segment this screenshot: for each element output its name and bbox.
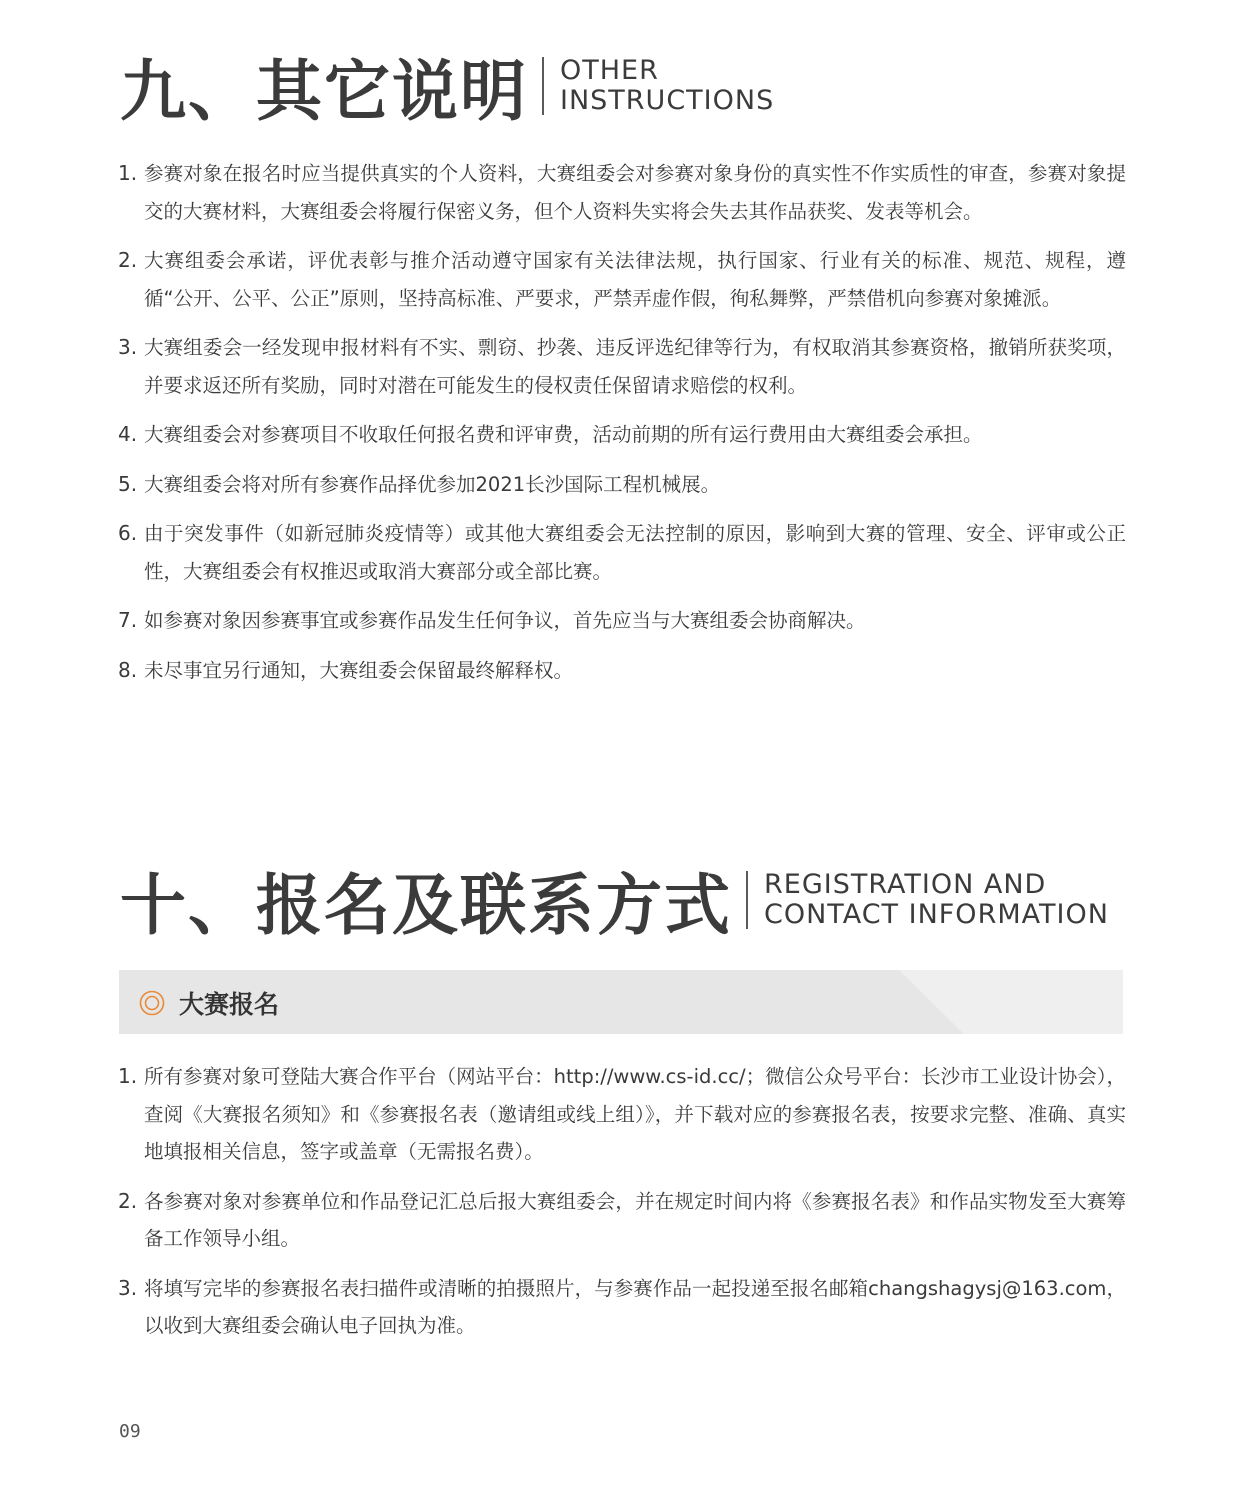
section-10-title: 十、报名及联系方式 bbox=[120, 867, 732, 944]
item-number: 8. bbox=[118, 657, 138, 682]
registration-list bbox=[118, 1058, 1126, 1357]
section-10-english-title bbox=[764, 870, 1109, 929]
item-text: 所有参赛对象可登陆大赛合作平台（网站平台：http://www.cs-id.cc/；微信公众号平台：长沙市工业设计协会），查阅《大赛报名须知》和《参赛报名表（邀请组或线上组）》，并下载对应的参赛报名表，按要求完整、准确、真实地填报相关信息，签字或盖章（无需报名费）。 bbox=[144, 1065, 1126, 1163]
item-number: 1. bbox=[118, 161, 138, 185]
item-text: 参赛对象在报名时应当提供真实的个人资料，大赛组委会对参赛对象身份的真实性不作实质性的审查，参赛对象提交的大赛材料，大赛组委会将履行保密义务，但个人资料失实将会失去其作品获奖、发表等机会。 bbox=[144, 162, 1126, 223]
list-item bbox=[118, 1183, 1126, 1258]
item-text: 大赛组委会一经发现申报材料有不实、剽窃、抄袭、违反评选纪律等行为，有权取消其参赛资格，撤销所获奖项，并要求返还所有奖励，同时对潜在可能发生的侵权责任保留请求赔偿的权利。 bbox=[144, 336, 1126, 397]
section-9-english-title bbox=[560, 56, 774, 115]
item-text: 大赛组委会将对所有参赛作品择优参加2021长沙国际工程机械展。 bbox=[144, 472, 721, 496]
list-item bbox=[118, 416, 1126, 454]
title-divider bbox=[746, 871, 748, 929]
list-item bbox=[118, 466, 1126, 504]
item-text: 由于突发事件（如新冠肺炎疫情等）或其他大赛组委会无法控制的原因，影响到大赛的管理、安全、评审或公正性，大赛组委会有权推迟或取消大赛部分或全部比赛。 bbox=[144, 522, 1126, 583]
item-text: 大赛组委会对参赛项目不收取任何报名费和评审费，活动前期的所有运行费用由大赛组委会承担。 bbox=[144, 423, 983, 446]
item-number: 2. bbox=[118, 248, 138, 272]
target-icon bbox=[139, 990, 165, 1016]
item-number: 6. bbox=[118, 521, 138, 545]
section-9-english-line-2: INSTRUCTIONS bbox=[560, 84, 775, 116]
list-item bbox=[118, 242, 1126, 317]
section-9-title: 九、其它说明 bbox=[120, 53, 528, 130]
item-text: 如参赛对象因参赛事宜或参赛作品发生任何争议，首先应当与大赛组委会协商解决。 bbox=[144, 609, 866, 632]
item-number: 2. bbox=[118, 1188, 138, 1213]
list-item bbox=[118, 602, 1126, 640]
other-instructions-list bbox=[118, 155, 1126, 701]
item-text: 将填写完毕的参赛报名表扫描件或清晰的拍摄照片，与参赛作品一起投递至报名邮箱changshagysj@163.com，以收到大赛组委会确认电子回执为准。 bbox=[144, 1276, 1126, 1337]
item-number: 5. bbox=[118, 471, 138, 496]
list-item bbox=[118, 1270, 1126, 1345]
list-item bbox=[118, 329, 1126, 404]
registration-banner bbox=[119, 970, 1123, 1034]
page-number: 09 bbox=[119, 1421, 141, 1442]
item-number: 1. bbox=[118, 1064, 138, 1088]
section-10-english-line-2: CONTACT INFORMATION bbox=[764, 898, 1109, 930]
list-item bbox=[118, 652, 1126, 690]
section-10-english-line-1: REGISTRATION AND bbox=[764, 868, 1047, 900]
item-number: 3. bbox=[118, 335, 138, 359]
banner-title: 大赛报名 bbox=[179, 990, 280, 1019]
section-10-header bbox=[120, 852, 1109, 947]
list-item bbox=[118, 155, 1126, 230]
list-item bbox=[118, 515, 1126, 590]
item-text: 未尽事宜另行通知，大赛组委会保留最终解释权。 bbox=[144, 658, 574, 682]
item-number: 4. bbox=[118, 422, 138, 446]
title-divider bbox=[542, 57, 544, 115]
list-item bbox=[118, 1058, 1126, 1171]
item-number: 3. bbox=[118, 1275, 138, 1300]
item-text: 大赛组委会承诺，评优表彰与推介活动遵守国家有关法律法规，执行国家、行业有关的标准、规范、规程，遵循“公开、公平、公正”原则，坚持高标准、严要求，严禁弄虚作假，徇私舞弊，严禁借机向参赛对象摊派。 bbox=[144, 249, 1126, 310]
item-text: 各参赛对象对参赛单位和作品登记汇总后报大赛组委会，并在规定时间内将《参赛报名表》和作品实物发至大赛筹备工作领导小组。 bbox=[144, 1189, 1126, 1250]
item-number: 7. bbox=[118, 608, 138, 632]
section-9-header bbox=[120, 38, 774, 133]
section-9-english-line-1: OTHER bbox=[560, 54, 659, 86]
